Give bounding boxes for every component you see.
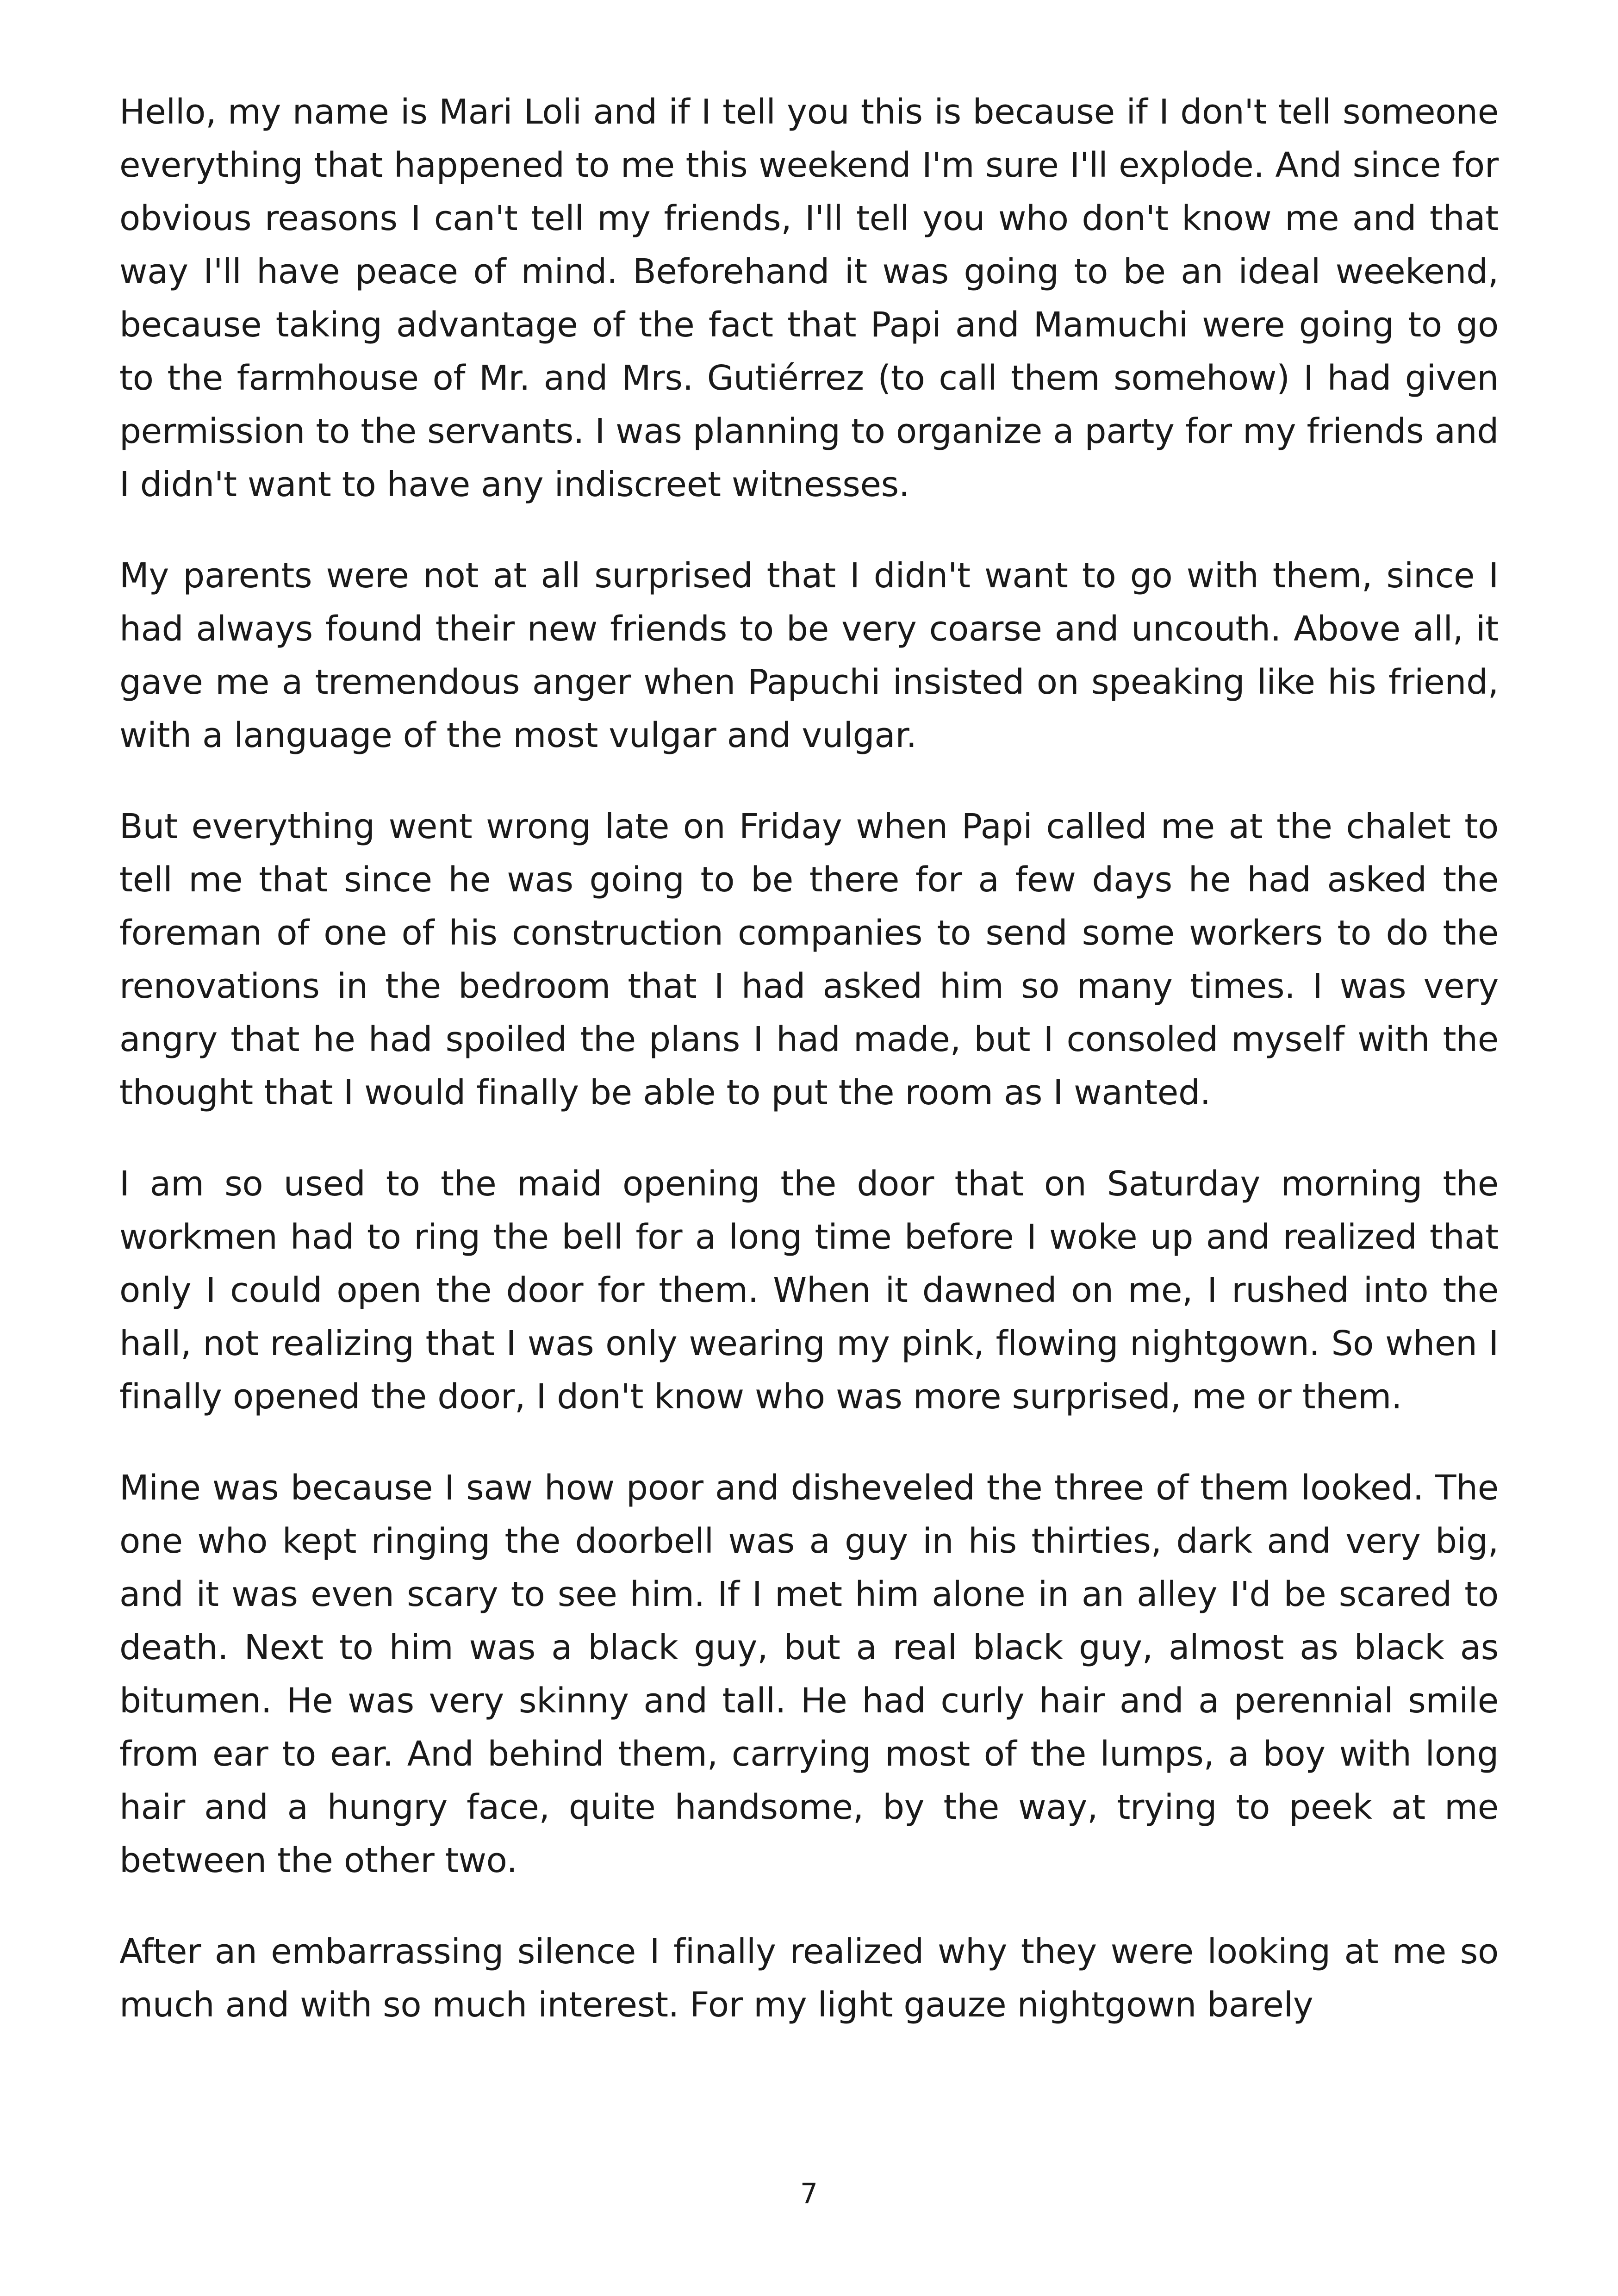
body-text xyxy=(119,86,1499,2032)
paragraph-3: But everything went wrong late on Friday when Papi called me at the chalet to tell me that since he was going to be there for a few days he had asked the foreman of one of his construction companies to send some workers to do the renovations in the bedroom that I had asked him so many times. I was very angry that he had spoiled the plans I had made, but I consoled myself with the thought that I would finally be able to put the room as I wanted. xyxy=(119,807,1499,1113)
page-number: 7 xyxy=(800,2178,818,2210)
paragraph-6: After an embarrassing silence I finally realized why they were looking at me so much and with so much interest. For my light gauze nightgown barely xyxy=(119,1932,1499,2025)
paragraph-5: Mine was because I saw how poor and disheveled the three of them looked. The one who kept ringing the doorbell was a guy in his thirties, dark and very big, and it was even scary to see him. If I met him alone in an alley I'd be scared to death. Next to him was a black guy, but a real black guy, almost as black as bitumen. He was very skinny and tall. He had curly hair and a perennial smile from ear to ear. And behind them, carrying most of the lumps, a boy with long hair and a hungry face, quite handsome, by the way, trying to peek at me between the other two. xyxy=(119,1468,1499,1880)
paragraph-4: I am so used to the maid opening the door that on Saturday morning the workmen had to ring the bell for a long time before I woke up and realized that only I could open the door for them. When it dawned on me, I rushed into the hall, not realizing that I was only wearing my pink, flowing nightgown. So when I finally opened the door, I don't know who was more surprised, me or them. xyxy=(119,1164,1499,1417)
paragraph-2: My parents were not at all surprised that I didn't want to go with them, since I had always found their new friends to be very coarse and uncouth. Above all, it gave me a tremendous anger when Papuchi insisted on speaking like his friend, with a language of the most vulgar and vulgar. xyxy=(119,556,1499,755)
paragraph-1: Hello, my name is Mari Loli and if I tell you this is because if I don't tell someone everything that happened to me this weekend I'm sure I'll explode. And since for obvious reasons I can't tell my friends, I'll tell you who don't know me and that way I'll have peace of mind. Beforehand it was going to be an ideal weekend, because taking advantage of the fact that Papi and Mamuchi were going to go to the farmhouse of Mr. and Mrs. Gutiérrez (to call them somehow) I had given permission to the servants. I was planning to organize a party for my friends and I didn't want to have any indiscreet witnesses. xyxy=(119,92,1499,504)
